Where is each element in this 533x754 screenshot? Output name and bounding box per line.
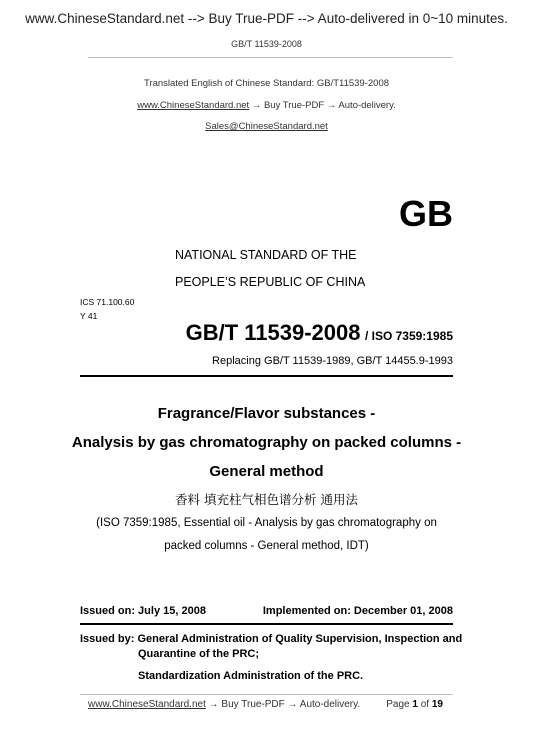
buy-text: → Buy True-PDF → Auto-delivery. [249, 100, 396, 111]
page-indicator [386, 699, 443, 710]
footer-line [88, 699, 360, 710]
chinese-title: 香料 填充柱气相色谱分析 通用法 [175, 492, 358, 507]
title-line-2: Analysis by gas chromatography on packed columns - [71, 434, 462, 451]
ccs-code: Y 41 [80, 311, 98, 321]
email-link[interactable]: Sales@ChineseStandard.net [205, 121, 328, 132]
issued-by-line-3: Standardization Administration of the PRC. [138, 670, 364, 682]
implemented-on: Implemented on: December 01, 2008 [262, 605, 453, 617]
iso-description-1: (ISO 7359:1985, Essential oil - Analysis by gas chromatography on [96, 517, 437, 529]
issue-divider [80, 623, 453, 625]
national-line-2: PEOPLE’S REPUBLIC OF CHINA [175, 275, 366, 289]
header-doc-number: GB/T 11539-2008 [231, 39, 302, 49]
page-total: 19 [431, 699, 443, 710]
top-banner: www.ChineseStandard.net --> Buy True-PDF --> Auto-delivered in 0~10 minutes. [25, 11, 508, 26]
site-link[interactable]: www.ChineseStandard.net [137, 100, 250, 111]
issued-by-line-1 [80, 633, 462, 645]
buy-line [0, 100, 533, 111]
header-divider [88, 57, 453, 58]
footer-buy-text: → Buy True-PDF → Auto-delivery. [205, 699, 361, 710]
standard-number-line [186, 320, 453, 346]
national-line-1: NATIONAL STANDARD OF THE [175, 248, 357, 262]
iso-reference: / ISO 7359:1985 [364, 329, 453, 343]
iso-description-2: packed columns - General method, IDT) [164, 540, 369, 552]
page-of: of [420, 699, 430, 710]
footer-site-link[interactable]: www.ChineseStandard.net [88, 699, 206, 710]
issued-on: Issued on: July 15, 2008 [80, 605, 206, 617]
gb-logo: GB [399, 193, 453, 234]
translated-line: Translated English of Chinese Standard: GB/T11539-2008 [143, 78, 390, 89]
email-line [0, 121, 533, 132]
page-current: 1 [412, 699, 418, 710]
issued-by-authority-1: General Administration of Quality Supervision, Inspection and [137, 633, 463, 645]
standard-code: GB/T 11539-2008 [185, 320, 361, 345]
issued-by-line-2: Quarantine of the PRC; [138, 648, 260, 660]
page-label: Page [386, 699, 410, 710]
ics-code: ICS 71.100.60 [80, 297, 135, 307]
title-line-3: General method [209, 463, 324, 480]
issued-by-label: Issued by: [80, 633, 135, 645]
footer-divider [80, 694, 453, 695]
title-divider [80, 375, 453, 377]
title-line-1: Fragrance/Flavor substances - [157, 405, 376, 422]
replacing-line: Replacing GB/T 11539-1989, GB/T 14455.9-1993 [212, 355, 453, 367]
